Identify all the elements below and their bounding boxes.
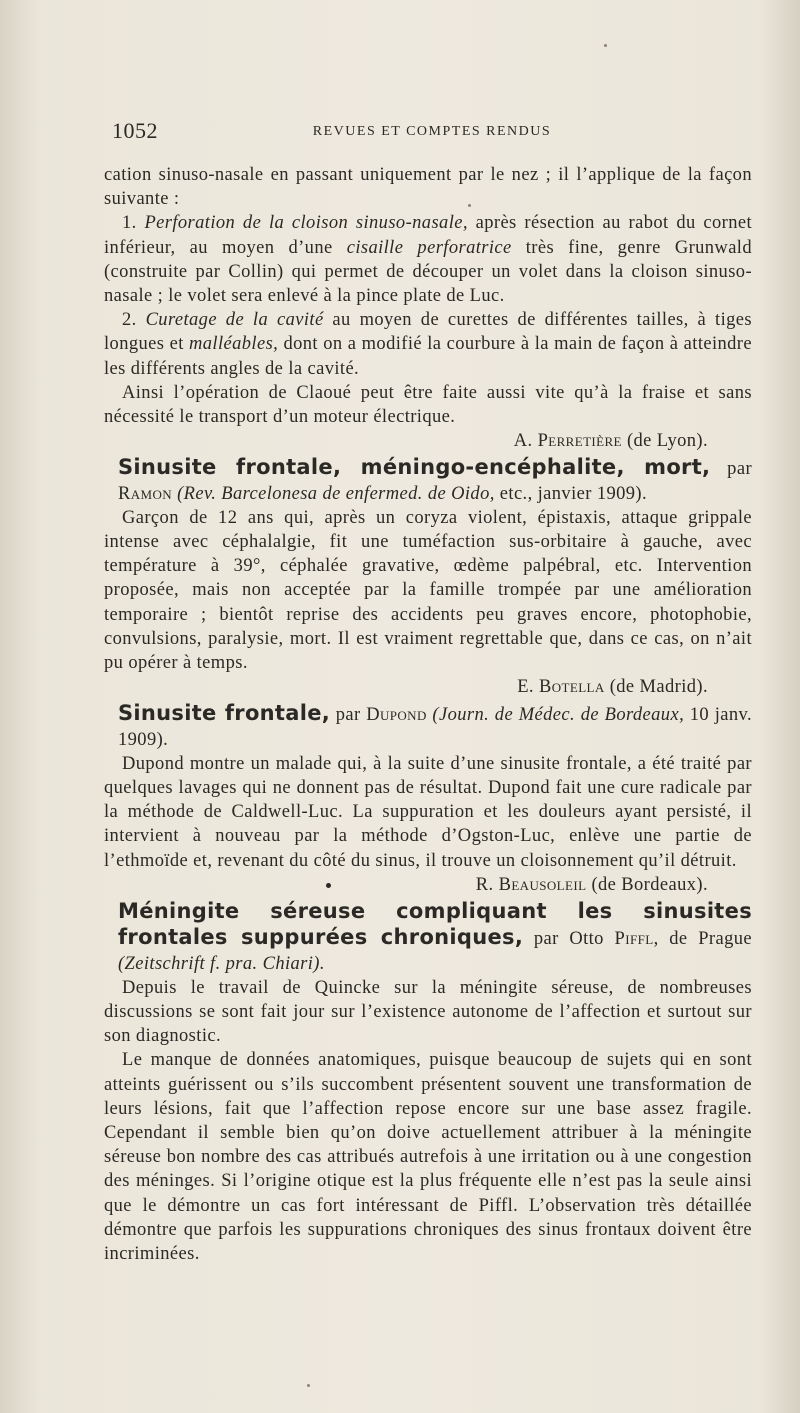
article3-author: Dupond [366,705,427,726]
page-header [112,118,752,146]
item2-emphasis: malléables, [189,334,279,355]
article1-conclusion: Ainsi l’opération de Claoué peut être faite aussi vite qu’à la fraise et sans nécessité le transport d’un moteur électrique. [104,382,752,428]
article4-paragraph-1: Depuis le travail de Quincke sur la méningite séreuse, de nombreuses discussions se sont fait jour sur l’existence autonome de l’affection et surtout sur son diagnostic. [104,977,752,1047]
sig1-place: (de Lyon). [626,431,708,452]
article1-item2 [104,308,752,381]
article3-source: (Journ. de Médec. de Bordeaux, [432,705,685,726]
article4-by: par Otto [523,929,615,950]
article3-body: Dupond montre un malade qui, à la suite d’une sinusite frontale, a été traité par quelques lavages qui ne donnent pas de résultat. Dupond fait une cure radicale par la méthode de Caldwell-Luc. La suppuration et les douleurs ayant persisté, il intervient à nouveau par la méthode d’Ogston-Luc, enlève une partie de l’ethmoïde et, revenant du côté du sinus, il trouve un cloisonnement qu’il détruit. [104,753,752,871]
article4-place: , de Prague [653,929,753,950]
article3-source-rest: 10 janv. 1909). [118,705,752,750]
article2-signature [104,675,752,699]
article3-signature [104,873,752,897]
item1-title: Perforation de la cloison sinuso-nasale, [144,213,468,234]
article2-source: (Rev. Barcelonesa de enfermed. de Oido, [177,483,495,504]
article2-author: Ramon [118,483,173,504]
item1-number: 1. [122,213,137,234]
article3-heading [104,701,752,751]
item2-number: 2. [122,310,137,331]
article4-title: Méningite séreuse compliquant les sinusites frontales suppurées chroniques, [118,899,752,950]
article2-body: Garçon de 12 ans qui, après un coryza violent, épistaxis, attaque grippale intense avec céphalalgie, fit une tuméfaction sus-orbitaire à gauche, avec température à 39°, céphalée gravative, œdème palpébral, etc. Intervention proposée, mais non acceptée par la famille trompée par une amélioration temporaire ; bientôt reprise des accidents peu graves encore, photophobie, convulsions, paralysie, mort. Il est vraiment regrettable que, dans ce cas, on n’ait pu opérer à temps. [104,507,752,674]
page-number: 1052 [112,118,158,143]
article4-source: (Zeitschrift f. pra. Chiari). [118,953,325,974]
sig3-name: Beausoleil [498,874,587,895]
article2-title: Sinusite frontale, méningo-encéphalite, mort, [118,455,711,480]
item1-emphasis: cisaille perforatrice [346,237,512,258]
sig2-initial: E. [517,677,534,698]
sig1-name: Perretière [537,431,622,452]
paper-speck [468,204,471,207]
sig1-initial: A. [513,431,533,452]
paper-speck [604,44,607,47]
page-body [104,163,752,1266]
sig2-place: (de Madrid). [609,677,708,698]
sig2-name: Botella [538,677,605,698]
running-title: REVUES ET COMPTES RENDUS [312,124,552,139]
item2-title: Curetage de la cavité [145,310,324,331]
item1-text-b: très fine, genre Grunwald (construite par Collin) qui permet de découper un volet dans la cloison sinuso-nasale ; le volet sera enlevé à la pince plate de Luc. [104,237,752,307]
article2-by: par [710,459,752,480]
article2-heading [104,455,752,505]
ink-dot [326,883,331,888]
paper-speck [307,1384,310,1387]
sig3-initial: R. [475,874,494,895]
article3-by: par [330,705,367,726]
article1-intro: cation sinuso-nasale en passant uniquement par le nez ; il l’applique de la façon suivante : [104,165,752,210]
item1-text-a: après résection au rabot du cornet inférieur, au moyen d’une [104,213,752,258]
article4-paragraph-2: Le manque de données anatomiques, puisque beaucoup de sujets qui en sont atteints guérissent ou s’ils succombent présentent souvent une transformation de leurs lésions, fait que l’affection repose encore sur une base assez fragile. Cependant il semble bien qu’on doive actuellement attribuer à la méningite séreuse bon nombre des cas attribués autrefois à une irritation ou à une congestion des méninges. Si l’origine otique est la plus fréquente elle n’est pas la seule ainsi que le démontre un cas fort intéressant de Piffl. L’observation très détaillée démontre que parfois les suppurations chroniques des sinus frontaux doivent être incriminées. [104,1050,752,1264]
item2-text-b: dont on a modifié la courbure à la main de façon à atteindre les différents angles de la cavité. [104,334,752,379]
article3-title: Sinusite frontale, [118,701,331,726]
sig3-place: (de Bordeaux). [591,874,708,895]
item2-text-a: au moyen de curettes de différentes tailles, à tiges longues et [104,310,752,355]
article4-author: Piffl [614,929,654,950]
article1-signature [104,429,752,453]
article1-item1 [104,211,752,308]
article4-heading [104,899,752,976]
article2-source-rest: etc., janvier 1909). [494,483,648,504]
